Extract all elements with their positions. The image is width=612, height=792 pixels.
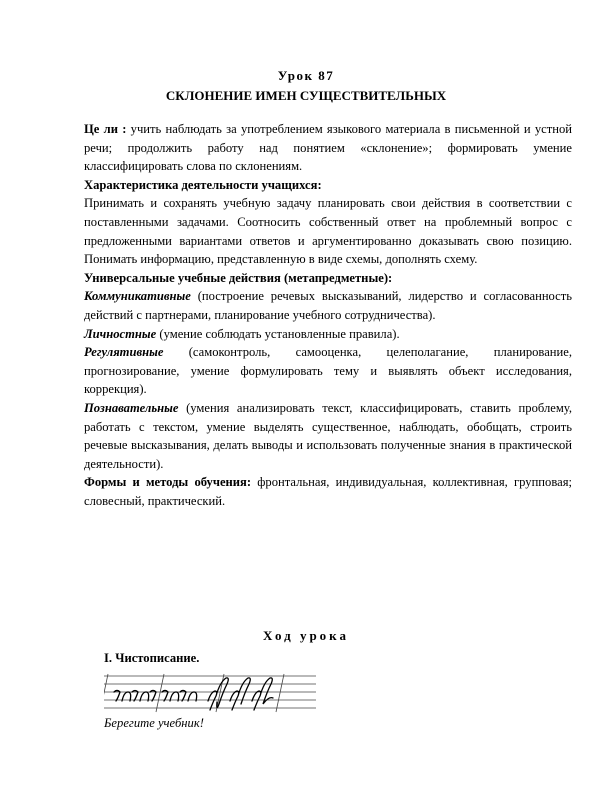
handwriting-strokes [114,678,273,710]
uud-item-text: (умения анализировать текст, классифицировать, ставить проблему, работать с текстом, умение выделять существенное, наблюдать, обобщать, строить речевые высказывания, делать выводы и использовать полученные знания в практической деятельности). [84,400,572,471]
goals-text: учить наблюдать за употреблением языкового материала в письменной и устной речи; продолжить работу над понятием «склонение»; формировать умение классифицировать слова по склонениям. [84,122,573,174]
uud-item-label: Коммуникативные [84,289,191,304]
activity-heading: Характеристика деятельности учащихся: [84,177,322,192]
lesson-body [84,120,572,510]
uud-heading: Универсальные учебные действия (метапредметные): [84,270,393,285]
uud-item-cognitive [84,399,572,473]
uud-item-label: Познавательные [84,400,179,415]
goals-label: Це ли : [84,122,127,136]
uud-item-text: (умение соблюдать установленные правила). [159,326,400,341]
uud-item-text: (построение речевых высказываний, лидерство и согласованность действий с партнерами, планирование учебного сотрудничества). [84,289,573,322]
handwriting-guide-lines [104,674,316,712]
uud-item-text: (самоконтроль, самооценка, целеполагание, планирование, прогнозирование, умение формулировать тему и выявлять объект исследования, коррекция). [84,345,572,397]
uud-item-communicative [84,287,572,324]
uud-item-personal [84,325,572,344]
calligraphy-sample-image [104,672,316,714]
section-calligraphy: I. Чистописание. [104,651,200,665]
forms-paragraph [84,473,572,510]
uud-item-label: Регулятивные [84,345,164,360]
lesson-topic: СКЛОНЕНИЕ ИМЕН СУЩЕСТВИТЕЛЬНЫХ [165,88,447,103]
reminder-note: Берегите учебник! [104,716,204,730]
forms-label: Формы и методы обучения: [84,475,252,490]
lesson-number: Урок 87 [277,68,335,83]
uud-item-label: Личностные [84,326,157,341]
uud-item-regulatory [84,343,572,399]
goals-paragraph [84,120,572,176]
forms-text: фронтальная, индивидуальная, коллективная, групповая; словесный, практический. [84,475,573,508]
lesson-flow-heading: Ход урока [263,628,349,643]
activity-text: Принимать и сохранять учебную задачу планировать свои действия в соответствии с поставленными задачами. Соотносить собственный ответ на проблемный вопрос с предложенными вариантами ответов и аргументированно доказывать свою позицию. Понимать информацию, представленную в виде схемы, дополнять схему. [84,196,572,267]
